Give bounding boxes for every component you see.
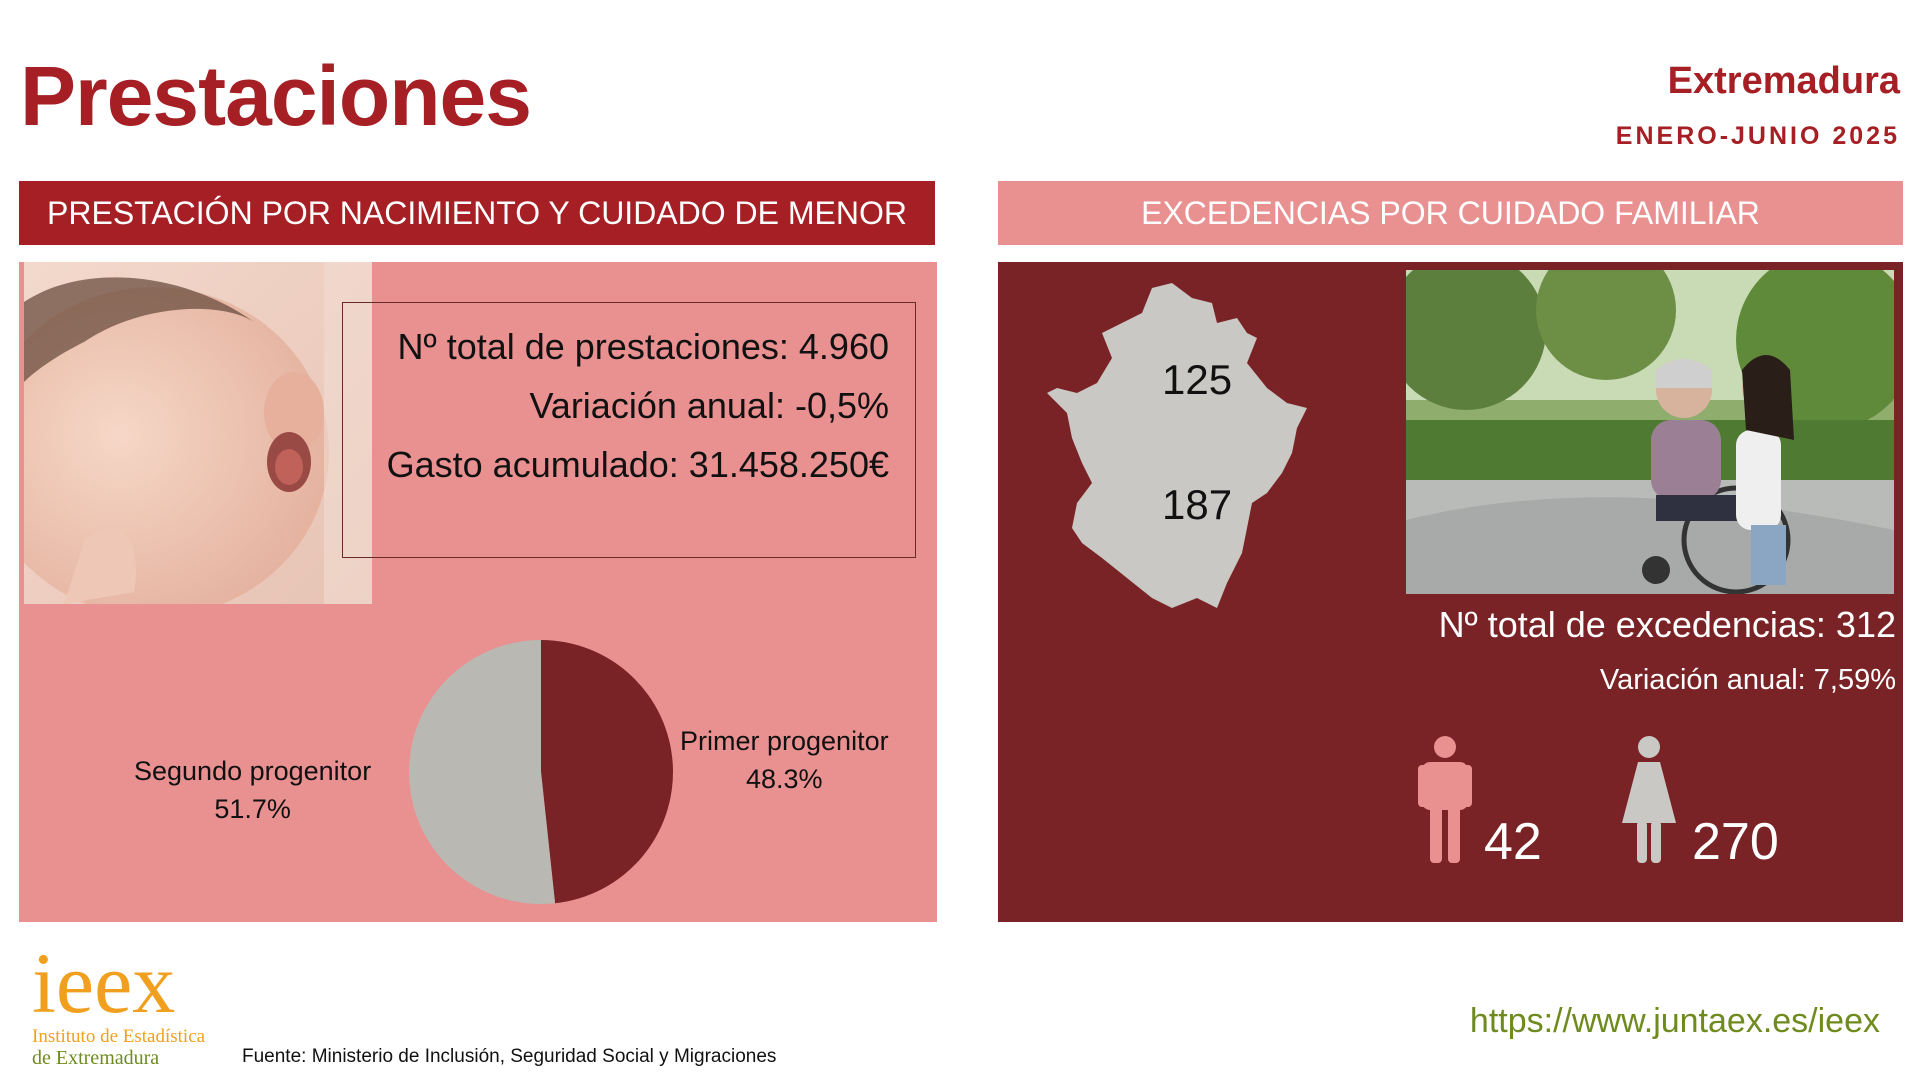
births-stats-box [342,302,916,558]
pie-value-primer: 48.3% [746,764,823,794]
caregiver-photo [1406,270,1894,594]
births-annual-variation: Variación anual: -0,5% [529,385,889,426]
logo-lettering: ieex [32,940,176,1031]
website-link[interactable]: https://www.juntaex.es/ieex [1469,1002,1880,1040]
source-note [242,1046,776,1068]
male-icon [1418,735,1472,863]
source-prefix: Fuente: [242,1046,307,1067]
pie-category-segundo: Segundo progenitor [134,756,372,786]
total-births-benefits: Nº total de prestaciones: 4.960 [397,326,889,367]
progenitor-pie-chart [407,638,675,906]
total-leave-count: Nº total de excedencias: 312 [1438,604,1896,645]
page-title: Prestaciones [20,49,531,143]
pie-value-segundo: 51.7% [214,794,291,824]
pie-slice-segundo [409,640,555,904]
male-count: 42 [1484,813,1542,871]
female-count: 270 [1692,813,1779,871]
births-accumulated-spending: Gasto acumulado: 31.458.250€ [386,444,889,485]
pie-label-primer [680,722,889,798]
section-title-births-text: PRESTACIÓN POR NACIMIENTO Y CUIDADO DE MENOR [47,194,907,231]
logo-sub-line1: Instituto de Estadística [32,1026,206,1047]
pie-slice-primer [541,640,673,903]
pie-category-primer: Primer progenitor [680,726,889,756]
extremadura-map [1042,278,1362,618]
section-title-leave-text: EXCEDENCIAS POR CUIDADO FAMILIAR [1141,194,1760,231]
leave-annual-variation: Variación anual: 7,59% [1599,664,1896,696]
pie-label-segundo [134,752,371,828]
source-name: Ministerio de Inclusión, Seguridad Social y Migraciones [311,1046,777,1067]
logo-sub-line2: de Extremadura [32,1047,160,1069]
region-label: Extremadura [1667,60,1900,102]
section-title-leave [998,181,1903,245]
baby-photo [24,262,372,604]
section-title-births [19,181,935,245]
map-value-south: 187 [1162,481,1233,528]
period-label: ENERO-JUNIO 2025 [1615,122,1900,150]
extremadura-map-shape [1047,283,1307,608]
ieex-logo [32,940,242,1070]
female-icon [1620,735,1678,863]
map-value-north: 125 [1162,356,1233,403]
